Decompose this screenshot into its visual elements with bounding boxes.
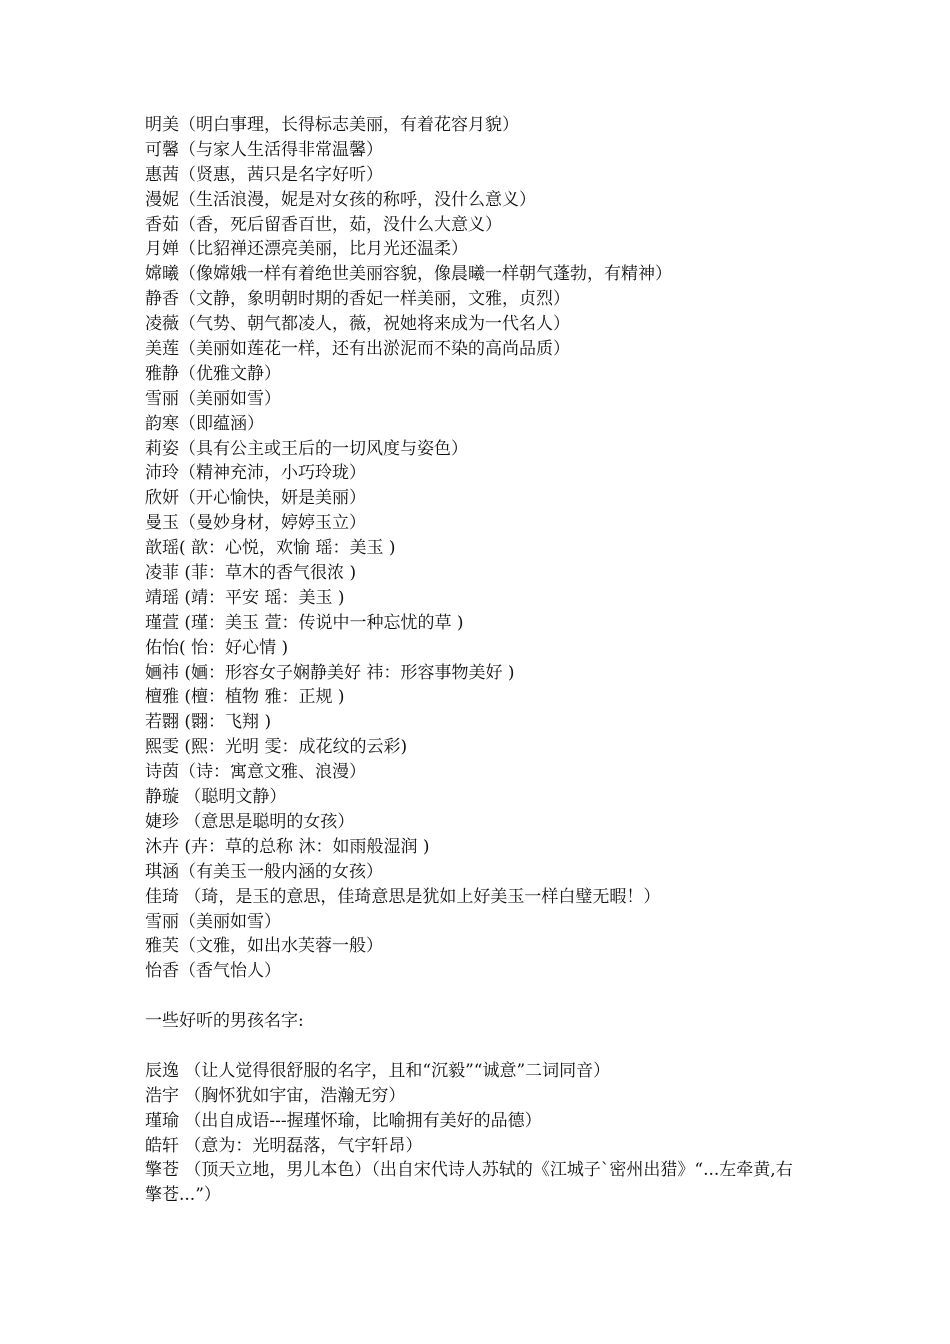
name-entry: 沐卉 (卉：草的总称 沐：如雨般湿润 ) bbox=[145, 836, 430, 857]
name-entry: 嫦曦（像嫦娥一样有着绝世美丽容貌，像晨曦一样朝气蓬勃，有精神） bbox=[145, 264, 672, 285]
name-entry: 婳祎 (婳：形容女子娴静美好 祎：形容事物美好 ) bbox=[145, 662, 515, 683]
name-entry: 香茹（香，死后留香百世，茹，没什么大意义） bbox=[145, 214, 502, 235]
name-entry: 佑怡( 怡：好心情 ) bbox=[145, 637, 289, 658]
name-entry: 熙雯 (熙：光明 雯：成花纹的云彩) bbox=[145, 737, 408, 758]
name-entry: 静香（文静，象明朝时期的香妃一样美丽，文雅，贞烈） bbox=[145, 289, 570, 310]
name-entry: 檀雅 (檀：植物 雅：正规 ) bbox=[145, 687, 345, 708]
name-entry: 欣妍（开心愉快，妍是美丽） bbox=[145, 488, 366, 509]
name-entry: 擎苍 （顶天立地，男儿本色）（出自宋代诗人苏轼的《江城子`密州出猎》“...左牵黄,右擎苍...”） bbox=[145, 1160, 793, 1206]
girl-name-list bbox=[145, 113, 815, 984]
name-entry: 曼玉（曼妙身材，婷婷玉立） bbox=[145, 513, 366, 534]
name-entry: 雪丽（美丽如雪） bbox=[145, 911, 281, 932]
name-entry: 琪涵（有美玉一般内涵的女孩） bbox=[145, 861, 383, 882]
boy-name-list bbox=[145, 1059, 815, 1208]
name-entry: 凌菲 (菲：草木的香气很浓 ) bbox=[145, 563, 357, 584]
name-entry: 雅芙（文雅，如出水芙蓉一般） bbox=[145, 936, 383, 957]
name-entry: 韵寒（即蕴涵） bbox=[145, 413, 264, 434]
name-entry: 瑾瑜 （出自成语---握瑾怀瑜，比喻拥有美好的品德） bbox=[145, 1110, 542, 1131]
name-entry: 雅静（优雅文静） bbox=[145, 363, 281, 384]
name-entry: 漫妮（生活浪漫，妮是对女孩的称呼，没什么意义） bbox=[145, 189, 536, 210]
name-entry: 可馨（与家人生活得非常温馨） bbox=[145, 139, 383, 160]
name-entry: 皓轩 （意为：光明磊落，气宇轩昂） bbox=[145, 1135, 423, 1156]
name-entry: 辰逸 （让人觉得很舒服的名字，且和“沉毅”“诚意”二词同音） bbox=[145, 1060, 611, 1081]
name-entry: 美莲（美丽如莲花一样，还有出淤泥而不染的高尚品质） bbox=[145, 339, 570, 360]
name-entry: 歆瑶( 歆：心悦，欢愉 瑶：美玉 ) bbox=[145, 538, 396, 559]
name-entry: 浩宇 （胸怀犹如宇宙，浩瀚无穷） bbox=[145, 1085, 406, 1106]
name-entry: 雪丽（美丽如雪） bbox=[145, 388, 281, 409]
name-entry: 凌薇（气势、朝气都凌人，薇，祝她将来成为一代名人） bbox=[145, 314, 570, 335]
name-entry: 惠茜（贤惠，茜只是名字好听） bbox=[145, 164, 383, 185]
name-entry: 诗茵（诗：寓意文雅、浪漫） bbox=[145, 762, 366, 783]
boy-names-heading: 一些好听的男孩名字: bbox=[145, 1011, 304, 1032]
name-entry: 沛玲（精神充沛，小巧玲珑） bbox=[145, 463, 366, 484]
name-entry: 静璇 （聪明文静） bbox=[145, 787, 287, 808]
name-entry: 莉姿（具有公主或王后的一切风度与姿色） bbox=[145, 438, 468, 459]
name-entry: 佳琦 （琦，是玉的意思，佳琦意思是犹如上好美玉一样白璧无暇！） bbox=[145, 886, 661, 907]
name-entry: 怡香（香气怡人） bbox=[145, 961, 281, 982]
name-entry: 靖瑶 (靖：平安 瑶：美玉 ) bbox=[145, 587, 345, 608]
name-entry: 明美（明白事理，长得标志美丽，有着花容月貌） bbox=[145, 115, 519, 135]
name-entry: 瑾萱 (瑾：美玉 萱：传说中一种忘忧的草 ) bbox=[145, 612, 464, 633]
name-entry: 月婵（比貂禅还漂亮美丽，比月光还温柔） bbox=[145, 239, 468, 260]
name-entry: 婕珍 （意思是聪明的女孩） bbox=[145, 811, 355, 832]
document-body bbox=[145, 113, 815, 1208]
name-entry: 若翾 (翾：飞翔 ) bbox=[145, 712, 272, 733]
